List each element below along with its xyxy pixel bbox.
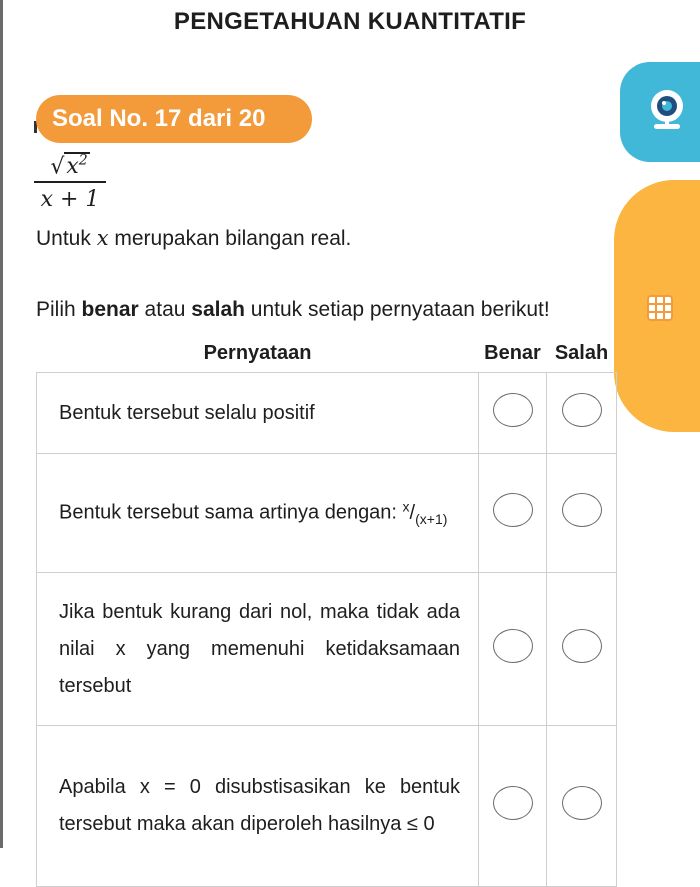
true-radio[interactable]: [493, 393, 533, 427]
false-radio[interactable]: [562, 393, 602, 427]
false-cell: [547, 726, 617, 887]
false-radio[interactable]: [562, 493, 602, 527]
table-row: [37, 573, 617, 726]
header-true: Benar: [484, 341, 541, 364]
statements-table: [36, 334, 617, 887]
header-false: Salah: [554, 341, 609, 364]
true-radio[interactable]: [493, 629, 533, 663]
page-title: PENGETAHUAN KUANTITATIF: [173, 8, 527, 35]
true-cell: [479, 373, 547, 454]
math-expression: [34, 143, 106, 215]
webcam-icon: [644, 86, 690, 132]
left-border: [0, 0, 3, 848]
false-cell: [547, 373, 617, 454]
true-cell: [479, 573, 547, 726]
false-radio[interactable]: [562, 786, 602, 820]
camera-tab[interactable]: [620, 62, 700, 162]
grid-icon[interactable]: [647, 295, 673, 321]
false-radio[interactable]: [562, 629, 602, 663]
true-cell: [479, 726, 547, 887]
false-cell: [547, 454, 617, 573]
question-description: Untuk x merupakan bilangan real.: [36, 226, 352, 250]
inline-fraction: $^x/_{(x+1)}$: [402, 498, 448, 527]
statement-text: Apabila x = 0 disubstisasikan ke bentuk tersebut maka akan diperoleh hasilnya ≤ 0: [37, 726, 479, 887]
statement-text: Bentuk tersebut sama artinya dengan: $^x/_{(x+1)}$: [37, 454, 479, 573]
true-radio[interactable]: [493, 786, 533, 820]
true-cell: [479, 454, 547, 573]
expression-numerator: $√x^2$: [50, 153, 88, 180]
table-row: [37, 373, 617, 454]
table-row: [37, 726, 617, 887]
header-statement: Pernyataan: [203, 341, 312, 364]
fraction-bar: [34, 181, 106, 183]
table-row: [37, 454, 617, 573]
true-radio[interactable]: [493, 493, 533, 527]
expression-denominator: x + 1: [40, 187, 100, 212]
statement-text: Jika bentuk kurang dari nol, maka tidak ada nilai x yang memenuhi ketidaksamaan tersebut: [37, 573, 479, 726]
question-number-badge: Soal No. 17 dari 20: [36, 95, 312, 143]
false-cell: [547, 573, 617, 726]
statement-text: Bentuk tersebut selalu positif: [37, 373, 479, 454]
instruction-text: Pilih benar atau salah untuk setiap pernyataan berikut!: [36, 298, 550, 321]
